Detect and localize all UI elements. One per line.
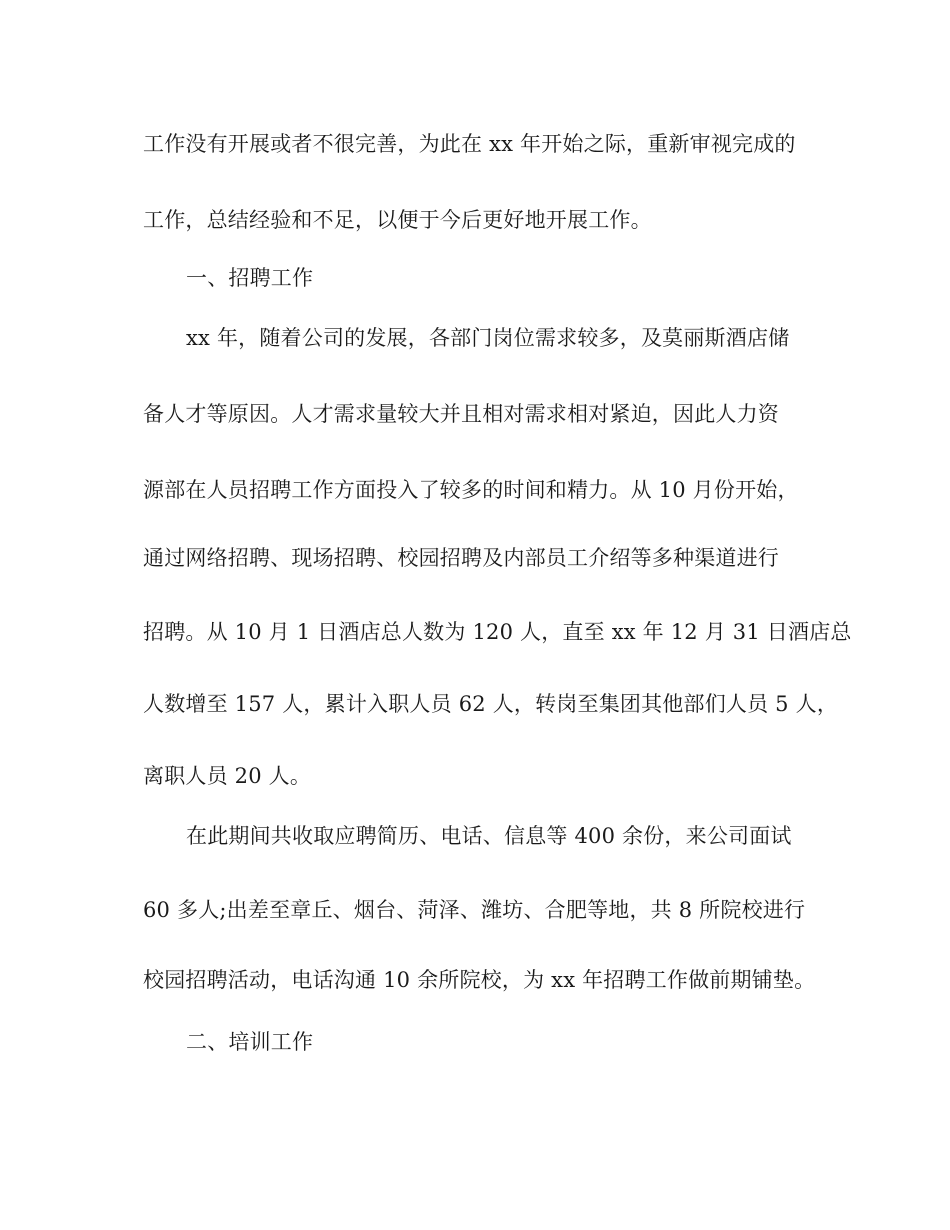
paragraph-line: 备人才等原因。人才需求量较大并且相对需求相对紧迫，因此人力资 <box>143 402 779 426</box>
paragraph-line: 校园招聘活动，电话沟通 10 余所院校，为 xx 年招聘工作做前期铺垫。 <box>143 968 816 992</box>
paragraph-line: 工作没有开展或者不很完善，为此在 xx 年开始之际，重新审视完成的 <box>143 132 796 156</box>
paragraph-line: 离职人员 20 人。 <box>143 764 312 788</box>
paragraph-line: 60 多人;出差至章丘、烟台、菏泽、潍坊、合肥等地，共 8 所院校进行 <box>143 898 806 922</box>
paragraph-line: 源部在人员招聘工作方面投入了较多的时间和精力。从 10 月份开始， <box>143 478 799 502</box>
paragraph-line: 工作，总结经验和不足，以便于今后更好地开展工作。 <box>143 208 652 232</box>
section-heading-recruitment: 一、招聘工作 <box>186 266 314 290</box>
section-heading-training: 二、培训工作 <box>186 1030 314 1054</box>
paragraph-line: 人数增至 157 人，累计入职人员 62 人，转岗至集团其他部们人员 5 人， <box>143 692 839 716</box>
paragraph-line: 招聘。从 10 月 1 日酒店总人数为 120 人，直至 xx 年 12 月 31 日酒店总 <box>143 620 852 644</box>
paragraph-line: 在此期间共收取应聘简历、电话、信息等 400 余份，来公司面试 <box>186 824 792 848</box>
paragraph-line: 通过网络招聘、现场招聘、校园招聘及内部员工介绍等多种渠道进行 <box>143 546 779 570</box>
paragraph-line: xx 年，随着公司的发展，各部门岗位需求较多，及莫丽斯酒店储 <box>186 326 790 350</box>
